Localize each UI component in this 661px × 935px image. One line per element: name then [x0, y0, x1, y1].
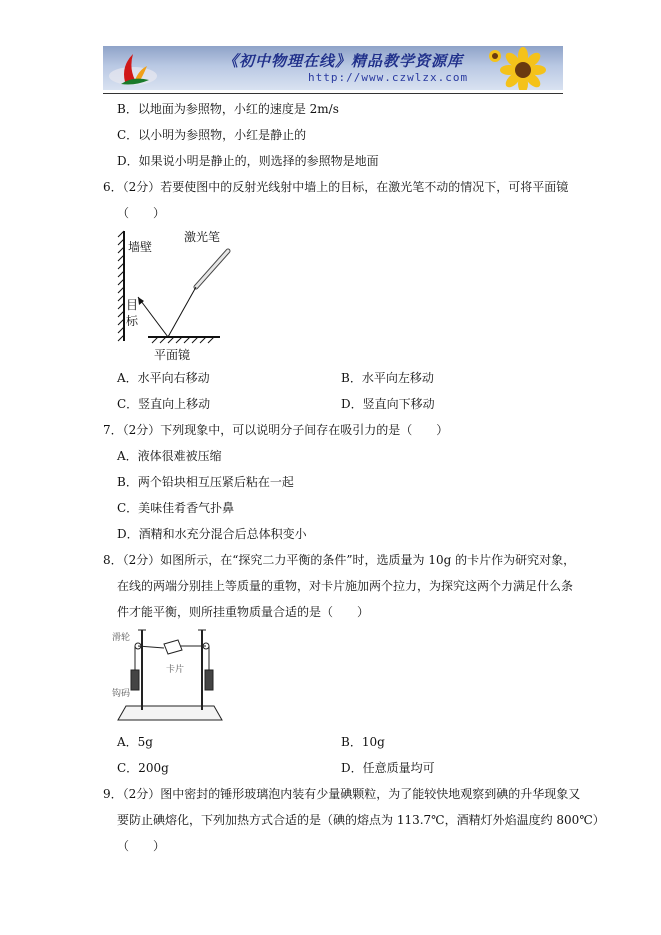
site-logo-icon	[103, 46, 163, 90]
incident-ray	[168, 287, 196, 337]
q6-option-b[interactable]: B．水平向左移动	[341, 371, 434, 385]
base-board	[118, 706, 222, 720]
header-banner	[103, 46, 563, 90]
laser-pen-icon	[196, 251, 228, 287]
banner-url[interactable]: http://www.czwlzx.com	[308, 71, 469, 84]
q6-stem: 6．（2分）若要使图中的反射光线射中墙上的目标，在激光笔不动的情况下，可将平面镜	[103, 180, 569, 194]
banner-title: 《初中物理在线》精品教学资源库	[223, 52, 464, 70]
q9-stem-line-2: 要防止碘熔化，下列加热方式合适的是（碘的熔点为 113.7℃，酒精灯外焰温度约 800℃）	[117, 813, 605, 827]
prev-option-c: C．以小明为参照物，小红是静止的	[117, 128, 307, 142]
laser-label: 激光笔	[184, 230, 221, 244]
q6-mirror-diagram	[112, 225, 252, 365]
q9-stem-line-1: 9．（2分）图中密封的锤形玻璃泡内装有少量碘颗粒，为了能较快地观察到碘的升华现象又	[103, 787, 581, 801]
weight-label: 钩码	[112, 689, 131, 699]
q6-answer-paren: （ ）	[117, 206, 166, 220]
q8-option-d[interactable]: D．任意质量均可	[341, 761, 435, 775]
q9-answer-paren: （ ）	[117, 839, 166, 853]
sunflower-icon	[483, 46, 563, 90]
pulley-label: 滑轮	[112, 633, 131, 643]
q7-option-d[interactable]: D．酒精和水充分混合后总体积变小	[117, 527, 307, 541]
q8-stem-line-2: 在线的两端分别挂上等质量的重物，对卡片施加两个拉力，为探究这两个力满足什么条	[117, 579, 574, 593]
q6-option-a[interactable]: A．水平向右移动	[117, 371, 210, 385]
q8-stem-line-1: 8．（2分）如图所示，在“探究二力平衡的条件”时，选质量为 10g 的卡片作为研究对象，	[103, 553, 576, 567]
prev-option-b: B．以地面为参照物，小红的速度是 2m/s	[117, 102, 339, 116]
header-divider	[103, 93, 563, 94]
q7-option-a[interactable]: A．液体很难被压缩	[117, 449, 222, 463]
q6-option-d[interactable]: D．竖直向下移动	[341, 397, 435, 411]
q6-option-c[interactable]: C．竖直向上移动	[117, 397, 211, 411]
prev-option-d: D．如果说小明是静止的，则选择的参照物是地面	[117, 154, 379, 168]
q8-option-c[interactable]: C．200g	[117, 761, 169, 775]
mirror-label: 平面镜	[154, 348, 191, 362]
q8-option-a[interactable]: A．5g	[117, 735, 153, 749]
q8-stem-line-3: 件才能平衡，则所挂重物质量合适的是（ ）	[117, 605, 370, 619]
reflected-ray	[138, 297, 168, 337]
target-label-1: 目	[126, 298, 139, 312]
q7-option-c[interactable]: C．美味佳肴香气扑鼻	[117, 501, 235, 515]
target-label-2: 标	[126, 314, 139, 328]
q7-option-b[interactable]: B．两个铅块相互压紧后粘在一起	[117, 475, 294, 489]
left-weight-icon	[131, 670, 139, 690]
wall-label: 墙壁	[128, 240, 153, 254]
q8-option-b[interactable]: B．10g	[341, 735, 385, 749]
right-weight-icon	[205, 670, 213, 690]
q7-stem: 7．（2分）下列现象中，可以说明分子间存在吸引力的是（ ）	[103, 423, 449, 437]
card-icon	[164, 640, 182, 654]
card-label: 卡片	[166, 665, 185, 675]
q8-balance-apparatus-diagram	[112, 622, 228, 726]
